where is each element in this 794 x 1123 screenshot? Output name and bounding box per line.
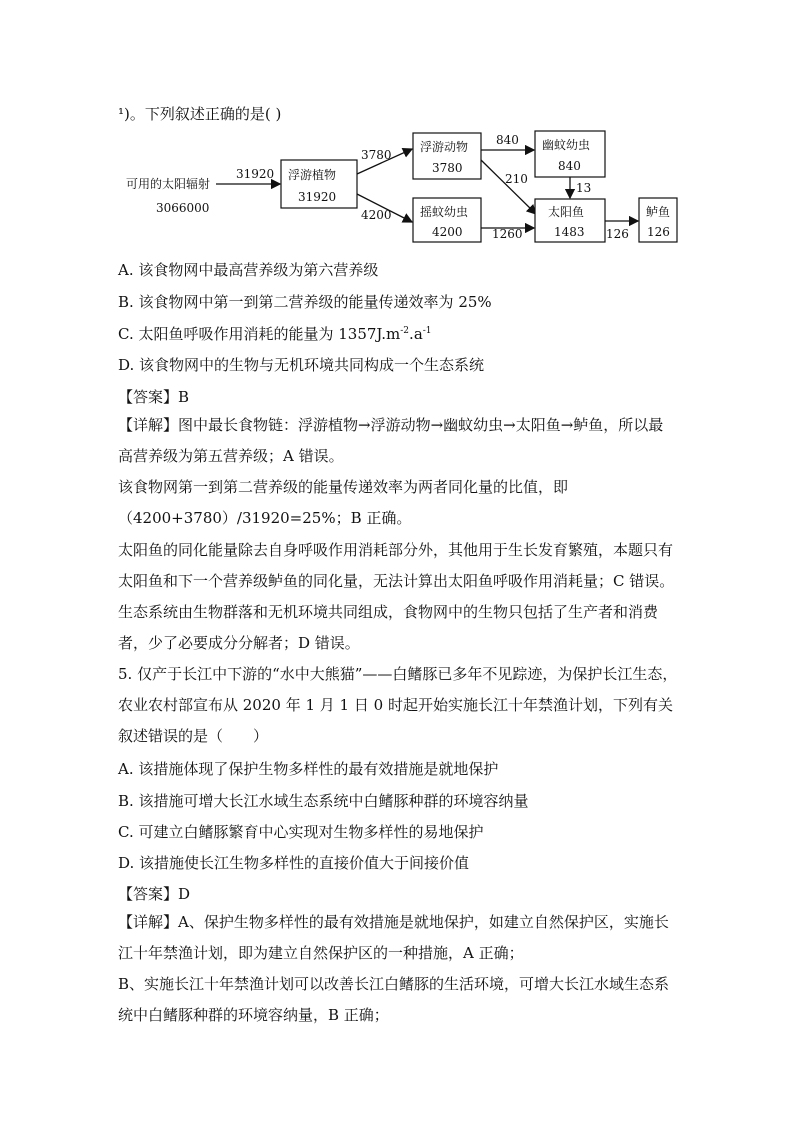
edge-label-larva-sunfish: 1260 [492, 227, 523, 241]
source-label: 可用的太阳辐射 [126, 177, 211, 191]
perch-label: 鲈鱼 [646, 205, 671, 219]
q4-detail-3: 太阳鱼的同化能量除去自身呼吸作用消耗部分外，其他用于生长发育繁殖，本题只有太阳鱼和下一个营养级鲈鱼的同化量，无法计算出太阳鱼呼吸作用消耗量；C 错误。生态系统由生物群落和无机环境共同组成，食物网中的生物只包括了生产者和消费者，少了必要成分分解者；D 错误。 [118, 541, 675, 652]
q5-option-d: D. 该措施使长江生物多样性的直接价值大于间接价值 [118, 854, 470, 872]
edge-label-sunfish-perch: 126 [606, 227, 629, 241]
midge-larva-value: 4200 [432, 225, 463, 239]
perch-value: 126 [647, 225, 670, 239]
midge-larva-label: 摇蚊幼虫 [420, 205, 469, 219]
q5-detail-1: 【详解】A、保护生物多样性的最有效措施是就地保护，如建立自然保护区，实施长江十年禁渔计划，即为建立自然保护区的一种措施，A 正确； [118, 913, 669, 962]
edge-label-source-phyto: 31920 [236, 167, 275, 181]
q5-option-a: A. 该措施体现了保护生物多样性的最有效措施是就地保护 [118, 760, 499, 778]
edge-zoo-sunfish [481, 160, 536, 214]
edge-label-mosq-sunfish: 13 [576, 181, 592, 195]
q4-option-c-exp2: -1 [422, 326, 432, 336]
q5-option-b: B. 该措施可增大长江水域生态系统中白鳍豚种群的环境容纳量 [118, 792, 529, 810]
q4-detail-2: 该食物网第一到第二营养级的能量传递效率为两者同化量的比值，即（4200+3780）/31920=25%；B 正确。 [118, 478, 569, 527]
phytoplankton-label: 浮游植物 [288, 168, 337, 182]
food-web-diagram [118, 122, 678, 252]
q4-option-c-exp1: -2 [400, 326, 410, 336]
edge-label-phyto-larva: 4200 [361, 208, 392, 222]
q5-option-c: C. 可建立白鳍豚繁育中心实现对生物多样性的易地保护 [118, 823, 484, 841]
q5-answer: 【答案】D [118, 885, 191, 903]
q4-option-c [118, 323, 432, 344]
q5-detail-2: B、实施长江十年禁渔计划可以改善长江白鳍豚的生活环境，可增大长江水域生态系统中白鳍豚种群的环境容纳量，B 正确； [118, 975, 670, 1024]
phytoplankton-value: 31920 [298, 190, 337, 204]
q4-option-a: A. 该食物网中最高营养级为第六营养级 [118, 261, 379, 279]
q4-option-c-text: C. 太阳鱼呼吸作用消耗的能量为 1357J.m [118, 325, 401, 343]
q4-option-d: D. 该食物网中的生物与无机环境共同构成一个生态系统 [118, 356, 485, 374]
sunfish-label: 太阳鱼 [548, 205, 585, 219]
q4-detail-1: 【详解】图中最长食物链：浮游植物→浮游动物→幽蚊幼虫→太阳鱼→鲈鱼，所以最高营养级为第五营养级；A 错误。 [118, 416, 664, 465]
zooplankton-label: 浮游动物 [420, 140, 469, 154]
edge-label-phyto-zoo: 3780 [361, 148, 392, 162]
q4-option-b: B. 该食物网中第一到第二营养级的能量传递效率为 25% [118, 293, 492, 311]
question-4-stem-tail: ¹)。下列叙述正确的是( ) [118, 105, 282, 123]
phantom-midge-label: 幽蚊幼虫 [542, 138, 591, 152]
phantom-midge-value: 840 [558, 159, 581, 173]
edge-label-zoo-sunfish: 210 [505, 172, 528, 186]
edge-label-zoo-mosq: 840 [496, 133, 519, 147]
zooplankton-value: 3780 [432, 161, 463, 175]
q5-stem: 5. 仅产于长江中下游的“水中大熊猫”——白鳍豚已多年不见踪迹，为保护长江生态，农业农村部宣布从 2020 年 1 月 1 日 0 时起开始实施长江十年禁渔计划，下列有关叙述错误的是（ ） [118, 665, 678, 745]
q4-answer: 【答案】B [118, 388, 190, 406]
sunfish-value: 1483 [554, 225, 585, 239]
source-value: 3066000 [156, 201, 210, 215]
q4-option-c-mid: .a [409, 325, 423, 343]
